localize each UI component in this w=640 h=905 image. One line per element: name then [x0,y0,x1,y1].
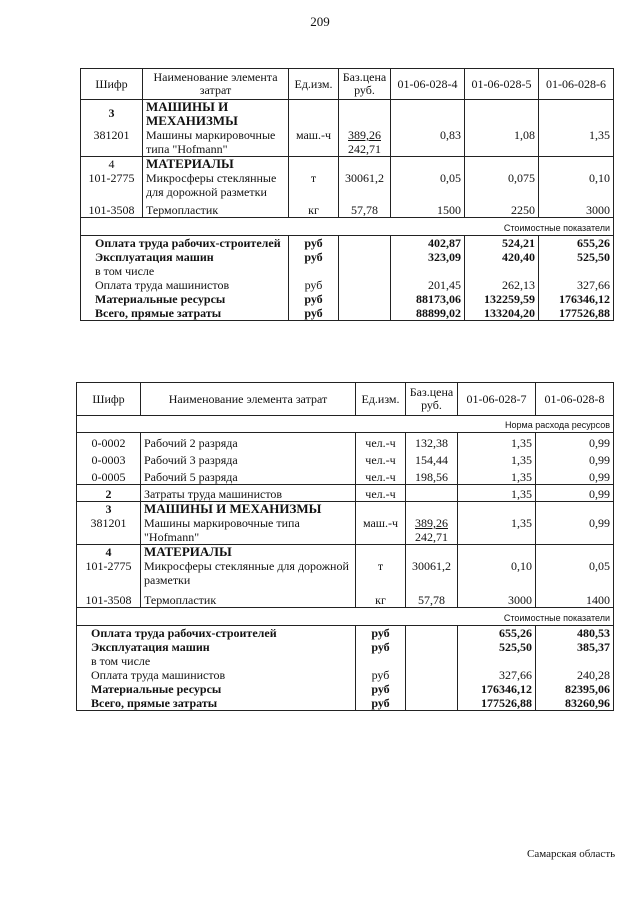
row-value: 0,05 [536,559,614,587]
table-row [77,587,614,608]
row-base-price: 30061,2 [339,171,391,199]
cost-row [81,292,614,306]
table-row [77,545,614,560]
row-base-price [406,516,458,545]
row-code: 381201 [77,516,141,545]
table-row [77,467,614,485]
cost-row-value: 82395,06 [536,682,614,696]
cost-row [77,640,614,654]
table-row [77,502,614,517]
row-code: 101-2775 [77,559,141,587]
region-footer: Самарская область [527,848,616,860]
row-value: 1,35 [458,516,536,545]
row-name: Рабочий 5 разряда [141,467,356,485]
row-value: 0,05 [391,171,465,199]
cost-row-value: 176346,12 [458,682,536,696]
row-base-price: 57,78 [339,199,391,218]
header-col-1: 01-06-028-7 [458,383,536,416]
norm-subheader: Норма расхода ресурсов [77,416,614,433]
row-base-price: 57,78 [406,587,458,608]
row-value: 0,99 [536,485,614,502]
row-name: Термопластик [141,587,356,608]
cost-row-unit: руб [289,278,339,292]
row-unit: чел.-ч [356,467,406,485]
row-name: Машины маркировочные типа "Hofmann" [143,128,289,157]
row-value: 1,35 [539,128,614,157]
cost-row-unit: руб [356,682,406,696]
price-line-1: 389,26 [348,128,381,142]
row-value: 1,35 [458,485,536,502]
header-unit: Ед.изм. [289,69,339,100]
cost-row-value: 327,66 [539,278,614,292]
row-name: Рабочий 3 разряда [141,450,356,467]
table-row [77,516,614,545]
cost-row [81,306,614,321]
cost-row-value: 88899,02 [391,306,465,321]
row-code: 0-0002 [77,433,141,451]
cost-row-value: 133204,20 [465,306,539,321]
cost-row-unit: руб [356,668,406,682]
table-row [77,559,614,587]
row-name: Затраты труда машинистов [141,485,356,502]
cost-row-name: Эксплуатация машин [81,250,289,264]
row-code: 101-2775 [81,171,143,199]
subheader-row [77,416,614,433]
row-code: 2 [77,485,141,502]
table-row [77,450,614,467]
cost-row-unit: руб [356,696,406,711]
cost-subheader: Стоимостные показатели [77,608,614,626]
page-number: 209 [310,14,330,29]
row-unit: т [289,171,339,199]
cost-row-value: 420,40 [465,250,539,264]
row-value: 0,99 [536,450,614,467]
header-name: Наименование элемента затрат [141,383,356,416]
row-value: 1,35 [458,467,536,485]
row-value: 2250 [465,199,539,218]
cost-row-value: 177526,88 [458,696,536,711]
row-value: 1400 [536,587,614,608]
cost-row-name: в том числе [81,264,289,278]
row-base-price: 30061,2 [406,559,458,587]
header-col-2: 01-06-028-5 [465,69,539,100]
cost-row [77,668,614,682]
row-name: МАТЕРИАЛЫ [141,545,356,560]
cost-row-unit: руб [289,236,339,251]
row-code: 3 [77,502,141,517]
cost-row-name: Оплата труда машинистов [77,668,356,682]
price-line-2: 242,71 [415,530,448,544]
cost-row-name: Эксплуатация машин [77,640,356,654]
header-col-3: 01-06-028-6 [539,69,614,100]
row-base-price: 198,56 [406,467,458,485]
row-name: МАТЕРИАЛЫ [143,157,289,172]
cost-row-value: 385,37 [536,640,614,654]
row-code: 0-0003 [77,450,141,467]
cost-row-value: 524,21 [465,236,539,251]
cost-row-value: 201,45 [391,278,465,292]
resource-table-2 [76,382,614,711]
cost-row-value: 83260,96 [536,696,614,711]
table-row [77,433,614,451]
row-code: 4 [77,545,141,560]
resource-table-1 [80,68,614,321]
row-value: 3000 [539,199,614,218]
cost-row-value: 88173,06 [391,292,465,306]
cost-row-value: 240,28 [536,668,614,682]
cost-row [81,236,614,251]
price-line-2: 242,71 [348,142,381,156]
cost-row-unit: руб [289,292,339,306]
row-value: 0,10 [458,559,536,587]
cost-row-unit: руб [356,640,406,654]
row-unit: маш.-ч [289,128,339,157]
cost-subheader: Стоимостные показатели [81,218,614,236]
row-code: 3 [81,100,143,129]
table-row [81,157,614,172]
row-value: 0,99 [536,467,614,485]
cost-row-value: 655,26 [458,626,536,641]
row-base-price: 132,38 [406,433,458,451]
cost-row-name: Оплата труда рабочих-строителей [81,236,289,251]
table-row [81,128,614,157]
cost-row-name: в том числе [77,654,356,668]
header-col-1: 01-06-028-4 [391,69,465,100]
header-base-price: Баз.цена руб. [339,69,391,100]
cost-row-name: Материальные ресурсы [77,682,356,696]
cost-row-value: 402,87 [391,236,465,251]
row-value: 1,35 [458,450,536,467]
row-base-price: 154,44 [406,450,458,467]
row-code: 101-3508 [77,587,141,608]
cost-row-unit: руб [289,306,339,321]
row-name: МАШИНЫ И МЕХАНИЗМЫ [143,100,289,129]
cost-row-value: 327,66 [458,668,536,682]
subheader-row [77,608,614,626]
row-name: Микросферы стеклянные для дорожной разметки [141,559,356,587]
header-code: Шифр [77,383,141,416]
table1-header-row [81,69,614,100]
cost-row [77,654,614,668]
cost-row [81,250,614,264]
row-name: МАШИНЫ И МЕХАНИЗМЫ [141,502,356,517]
row-unit: т [356,559,406,587]
row-name: Микросферы стеклянные для дорожной разметки [143,171,289,199]
row-unit: кг [289,199,339,218]
header-name: Наименование элемента затрат [143,69,289,100]
row-name: Машины маркировочные типа "Hofmann" [141,516,356,545]
cost-row-value: 525,50 [539,250,614,264]
row-unit: маш.-ч [356,516,406,545]
header-base-price: Баз.цена руб. [406,383,458,416]
cost-row-value: 655,26 [539,236,614,251]
row-value: 3000 [458,587,536,608]
cost-row [81,278,614,292]
cost-row-unit: руб [356,626,406,641]
cost-row-name: Материальные ресурсы [81,292,289,306]
cost-row-value: 177526,88 [539,306,614,321]
header-code: Шифр [81,69,143,100]
row-name: Рабочий 2 разряда [141,433,356,451]
row-code: 4 [81,157,143,172]
header-unit: Ед.изм. [356,383,406,416]
table-row [81,171,614,199]
cost-row [77,626,614,641]
cost-row-name: Всего, прямые затраты [81,306,289,321]
row-value: 1,08 [465,128,539,157]
cost-row-name: Оплата труда машинистов [81,278,289,292]
row-code: 101-3508 [81,199,143,218]
row-value: 0,10 [539,171,614,199]
row-unit: чел.-ч [356,450,406,467]
header-col-2: 01-06-028-8 [536,383,614,416]
cost-row-value: 176346,12 [539,292,614,306]
cost-row-name: Всего, прямые затраты [77,696,356,711]
row-value: 1,35 [458,433,536,451]
row-value: 1500 [391,199,465,218]
cost-row [77,696,614,711]
table-row [81,199,614,218]
cost-row-value: 323,09 [391,250,465,264]
row-code: 381201 [81,128,143,157]
cost-row-unit: руб [289,250,339,264]
row-value: 0,075 [465,171,539,199]
price-line-1: 389,26 [415,516,448,530]
table-row [81,100,614,129]
cost-row [81,264,614,278]
cost-row-value: 262,13 [465,278,539,292]
subheader-row [81,218,614,236]
row-unit: чел.-ч [356,433,406,451]
row-value: 0,99 [536,516,614,545]
cost-row-name: Оплата труда рабочих-строителей [77,626,356,641]
cost-row-value: 525,50 [458,640,536,654]
row-name: Термопластик [143,199,289,218]
row-value: 0,83 [391,128,465,157]
cost-row [77,682,614,696]
cost-row-value: 480,53 [536,626,614,641]
row-code: 0-0005 [77,467,141,485]
row-base-price [339,128,391,157]
row-unit: чел.-ч [356,485,406,502]
table2-header-row [77,383,614,416]
cost-row-value: 132259,59 [465,292,539,306]
row-unit: кг [356,587,406,608]
row-value: 0,99 [536,433,614,451]
table-row [77,485,614,502]
